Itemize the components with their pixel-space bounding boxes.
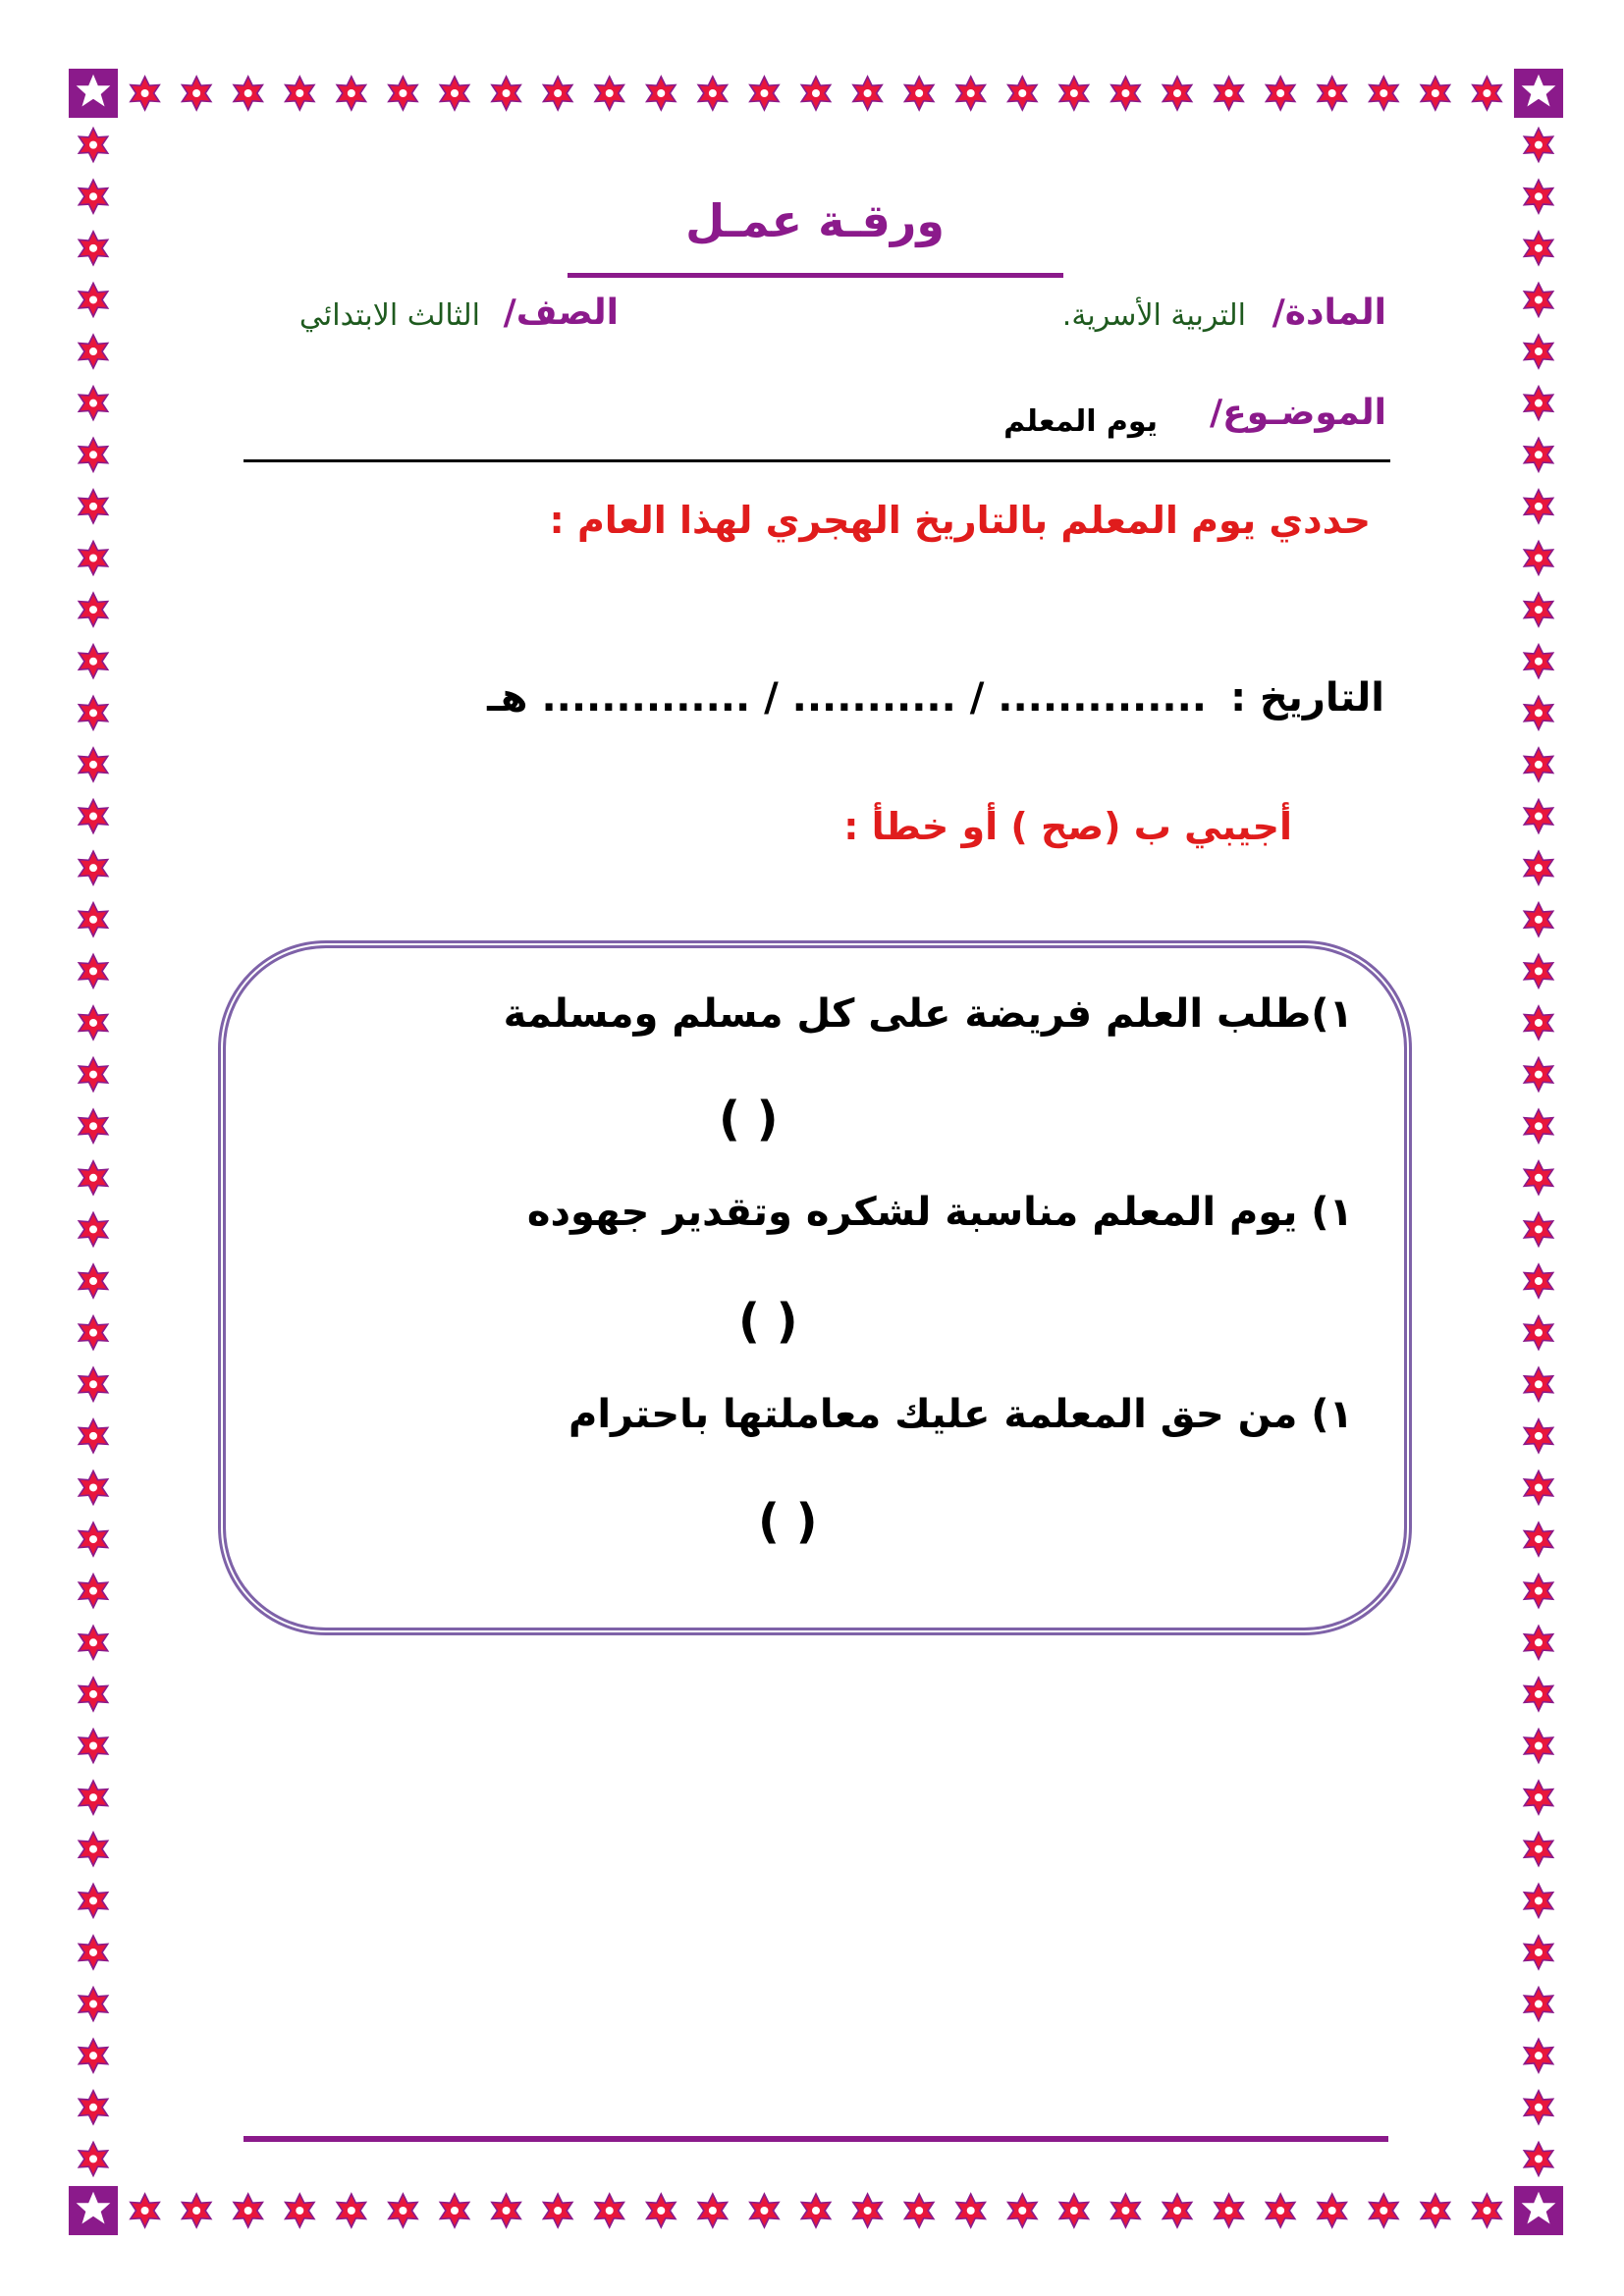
border-star-icon xyxy=(904,2194,933,2227)
border-star-icon xyxy=(1473,77,1501,110)
answer-blank-2: ( ) xyxy=(738,1294,798,1349)
border-star-icon xyxy=(1524,1988,1552,2021)
border-star-icon xyxy=(79,1575,107,1608)
border-star-icon xyxy=(1524,1006,1552,1040)
border-star-icon xyxy=(1163,77,1191,110)
corner-star-icon xyxy=(1514,69,1563,118)
statement-1: ١)طلب العلم فريضة على كل مسلم ومسلمة xyxy=(503,991,1353,1037)
border-star-icon xyxy=(79,1678,107,1711)
border-star-icon xyxy=(79,800,107,833)
border-star-icon xyxy=(1524,748,1552,781)
border-star-icon xyxy=(1524,1316,1552,1350)
border-star-icon xyxy=(79,851,107,884)
border-star-icon xyxy=(182,77,210,110)
grade-value: الثالث الابتدائي xyxy=(298,298,480,333)
border-star-icon xyxy=(1524,1109,1552,1143)
border-star-icon xyxy=(647,77,676,110)
corner-star-icon xyxy=(69,69,118,118)
border-star-icon xyxy=(1524,1833,1552,1866)
border-star-icon xyxy=(79,1522,107,1556)
border-star-icon xyxy=(79,2039,107,2072)
border-star-icon xyxy=(1524,438,1552,471)
border-star-icon xyxy=(1421,77,1449,110)
border-star-icon xyxy=(79,645,107,678)
border-star-icon xyxy=(1524,1730,1552,1763)
border-star-icon xyxy=(1524,1212,1552,1246)
border-star-icon xyxy=(492,77,520,110)
border-star-icon xyxy=(79,593,107,626)
border-star-icon xyxy=(1215,77,1243,110)
border-star-icon xyxy=(234,2194,262,2227)
border-star-icon xyxy=(1524,593,1552,626)
border-star-icon xyxy=(1524,954,1552,988)
statement-3: ١) من حق المعلمة عليك معاملتها باحترام xyxy=(568,1392,1353,1437)
corner-star-icon xyxy=(69,2186,118,2235)
border-star-icon xyxy=(1059,77,1088,110)
border-star-icon xyxy=(698,2194,727,2227)
border-star-icon xyxy=(595,77,623,110)
border-star-icon xyxy=(1524,1678,1552,1711)
border-star-icon xyxy=(79,1626,107,1659)
grade-label: الصف/ xyxy=(503,293,619,333)
border-star-icon xyxy=(79,1419,107,1453)
border-star-icon xyxy=(956,2194,985,2227)
border-star-icon xyxy=(1524,1522,1552,1556)
border-star-icon xyxy=(1524,129,1552,162)
border-star-icon xyxy=(79,283,107,316)
border-star-icon xyxy=(1524,1058,1552,1092)
border-star-icon xyxy=(853,77,882,110)
border-star-icon xyxy=(1524,696,1552,729)
border-star-icon xyxy=(440,77,468,110)
border-star-icon xyxy=(1059,2194,1088,2227)
topic-label: الموضـوع/ xyxy=(1210,393,1386,433)
border-star-icon xyxy=(79,1988,107,2021)
border-star-icon xyxy=(337,77,365,110)
border-star-icon xyxy=(1524,490,1552,523)
border-star-icon xyxy=(853,2194,882,2227)
question1-prompt: حددي يوم المعلم بالتاريخ الهجري لهذا العام : xyxy=(549,499,1371,542)
border-star-icon xyxy=(79,1367,107,1401)
border-star-icon xyxy=(595,2194,623,2227)
border-star-icon xyxy=(543,2194,571,2227)
border-star-icon xyxy=(1524,283,1552,316)
border-star-icon xyxy=(1524,2091,1552,2124)
border-star-icon xyxy=(286,77,314,110)
border-star-icon xyxy=(1266,77,1294,110)
date-blank: .............. / ........... / .............. هـ xyxy=(487,675,1207,721)
border-star-icon xyxy=(286,2194,314,2227)
answer-blank-3: ( ) xyxy=(758,1494,818,1549)
border-star-icon xyxy=(1524,2142,1552,2175)
border-star-icon xyxy=(79,748,107,781)
border-star-icon xyxy=(389,77,417,110)
border-star-icon xyxy=(1524,335,1552,368)
border-star-icon xyxy=(79,1833,107,1866)
title-underline xyxy=(568,273,1063,278)
border-star-icon xyxy=(1524,903,1552,936)
question2-prompt: أجيبي ب (صح ) أو خطأ : xyxy=(843,805,1292,848)
border-star-icon xyxy=(1318,2194,1346,2227)
border-star-icon xyxy=(79,1781,107,1814)
border-star-icon xyxy=(801,2194,830,2227)
border-star-icon xyxy=(1524,1626,1552,1659)
border-star-icon xyxy=(182,2194,210,2227)
border-star-icon xyxy=(492,2194,520,2227)
border-star-icon xyxy=(79,1730,107,1763)
statement-2: ١) يوم المعلم مناسبة لشكره وتقدير جهوده xyxy=(526,1190,1353,1235)
border-star-icon xyxy=(79,438,107,471)
border-star-icon xyxy=(1266,2194,1294,2227)
border-star-icon xyxy=(1524,1884,1552,1917)
border-star-icon xyxy=(1370,2194,1398,2227)
border-star-icon xyxy=(1524,851,1552,884)
border-star-icon xyxy=(337,2194,365,2227)
border-star-icon xyxy=(1524,1470,1552,1504)
border-star-icon xyxy=(1111,77,1140,110)
border-star-icon xyxy=(79,1936,107,1969)
border-star-icon xyxy=(1524,1264,1552,1298)
border-star-icon xyxy=(543,77,571,110)
border-star-icon xyxy=(1524,1419,1552,1453)
border-star-icon xyxy=(1524,1161,1552,1195)
topic-value: يوم المعلم xyxy=(1003,404,1158,439)
border-star-icon xyxy=(1524,1367,1552,1401)
border-star-icon xyxy=(79,1109,107,1143)
border-star-icon xyxy=(79,1470,107,1504)
answer-blank-1: ( ) xyxy=(719,1092,779,1147)
border-star-icon xyxy=(79,696,107,729)
border-star-icon xyxy=(79,903,107,936)
border-star-icon xyxy=(79,1264,107,1298)
worksheet-title: ورقـة عمـل xyxy=(685,194,945,247)
border-star-icon xyxy=(79,1884,107,1917)
border-star-icon xyxy=(1524,1575,1552,1608)
border-star-icon xyxy=(904,77,933,110)
border-star-icon xyxy=(647,2194,676,2227)
border-star-icon xyxy=(801,77,830,110)
corner-star-icon xyxy=(1514,2186,1563,2235)
border-star-icon xyxy=(79,1058,107,1092)
border-star-icon xyxy=(1008,2194,1037,2227)
border-star-icon xyxy=(1524,387,1552,420)
border-star-icon xyxy=(79,387,107,420)
border-star-icon xyxy=(1111,2194,1140,2227)
border-star-icon xyxy=(234,77,262,110)
border-star-icon xyxy=(698,77,727,110)
border-star-icon xyxy=(1524,645,1552,678)
border-star-icon xyxy=(440,2194,468,2227)
border-star-icon xyxy=(1524,1781,1552,1814)
border-star-icon xyxy=(79,1006,107,1040)
border-star-icon xyxy=(79,541,107,574)
border-star-icon xyxy=(79,335,107,368)
border-star-icon xyxy=(1524,800,1552,833)
border-star-icon xyxy=(1473,2194,1501,2227)
border-star-icon xyxy=(79,2142,107,2175)
bottom-rule xyxy=(244,2136,1388,2142)
border-star-icon xyxy=(956,77,985,110)
border-star-icon xyxy=(1524,232,1552,265)
border-star-icon xyxy=(1215,2194,1243,2227)
border-star-icon xyxy=(389,2194,417,2227)
border-star-icon xyxy=(1524,1936,1552,1969)
border-star-icon xyxy=(79,2091,107,2124)
border-star-icon xyxy=(1163,2194,1191,2227)
border-star-icon xyxy=(1524,180,1552,213)
border-star-icon xyxy=(750,77,779,110)
header-divider xyxy=(244,459,1390,462)
border-star-icon xyxy=(131,77,159,110)
border-star-icon xyxy=(79,1212,107,1246)
border-star-icon xyxy=(131,2194,159,2227)
border-star-icon xyxy=(79,1316,107,1350)
date-label: التاريخ : xyxy=(1230,675,1384,721)
border-star-icon xyxy=(1008,77,1037,110)
border-star-icon xyxy=(79,129,107,162)
border-star-icon xyxy=(79,1161,107,1195)
border-star-icon xyxy=(1370,77,1398,110)
border-star-icon xyxy=(1318,77,1346,110)
border-star-icon xyxy=(79,232,107,265)
subject-label: المادة/ xyxy=(1272,293,1386,333)
border-star-icon xyxy=(79,954,107,988)
border-star-icon xyxy=(1524,541,1552,574)
border-star-icon xyxy=(79,490,107,523)
border-star-icon xyxy=(1524,2039,1552,2072)
border-star-icon xyxy=(750,2194,779,2227)
border-star-icon xyxy=(1421,2194,1449,2227)
subject-value: التربية الأسرية. xyxy=(1061,298,1246,333)
border-star-icon xyxy=(79,180,107,213)
